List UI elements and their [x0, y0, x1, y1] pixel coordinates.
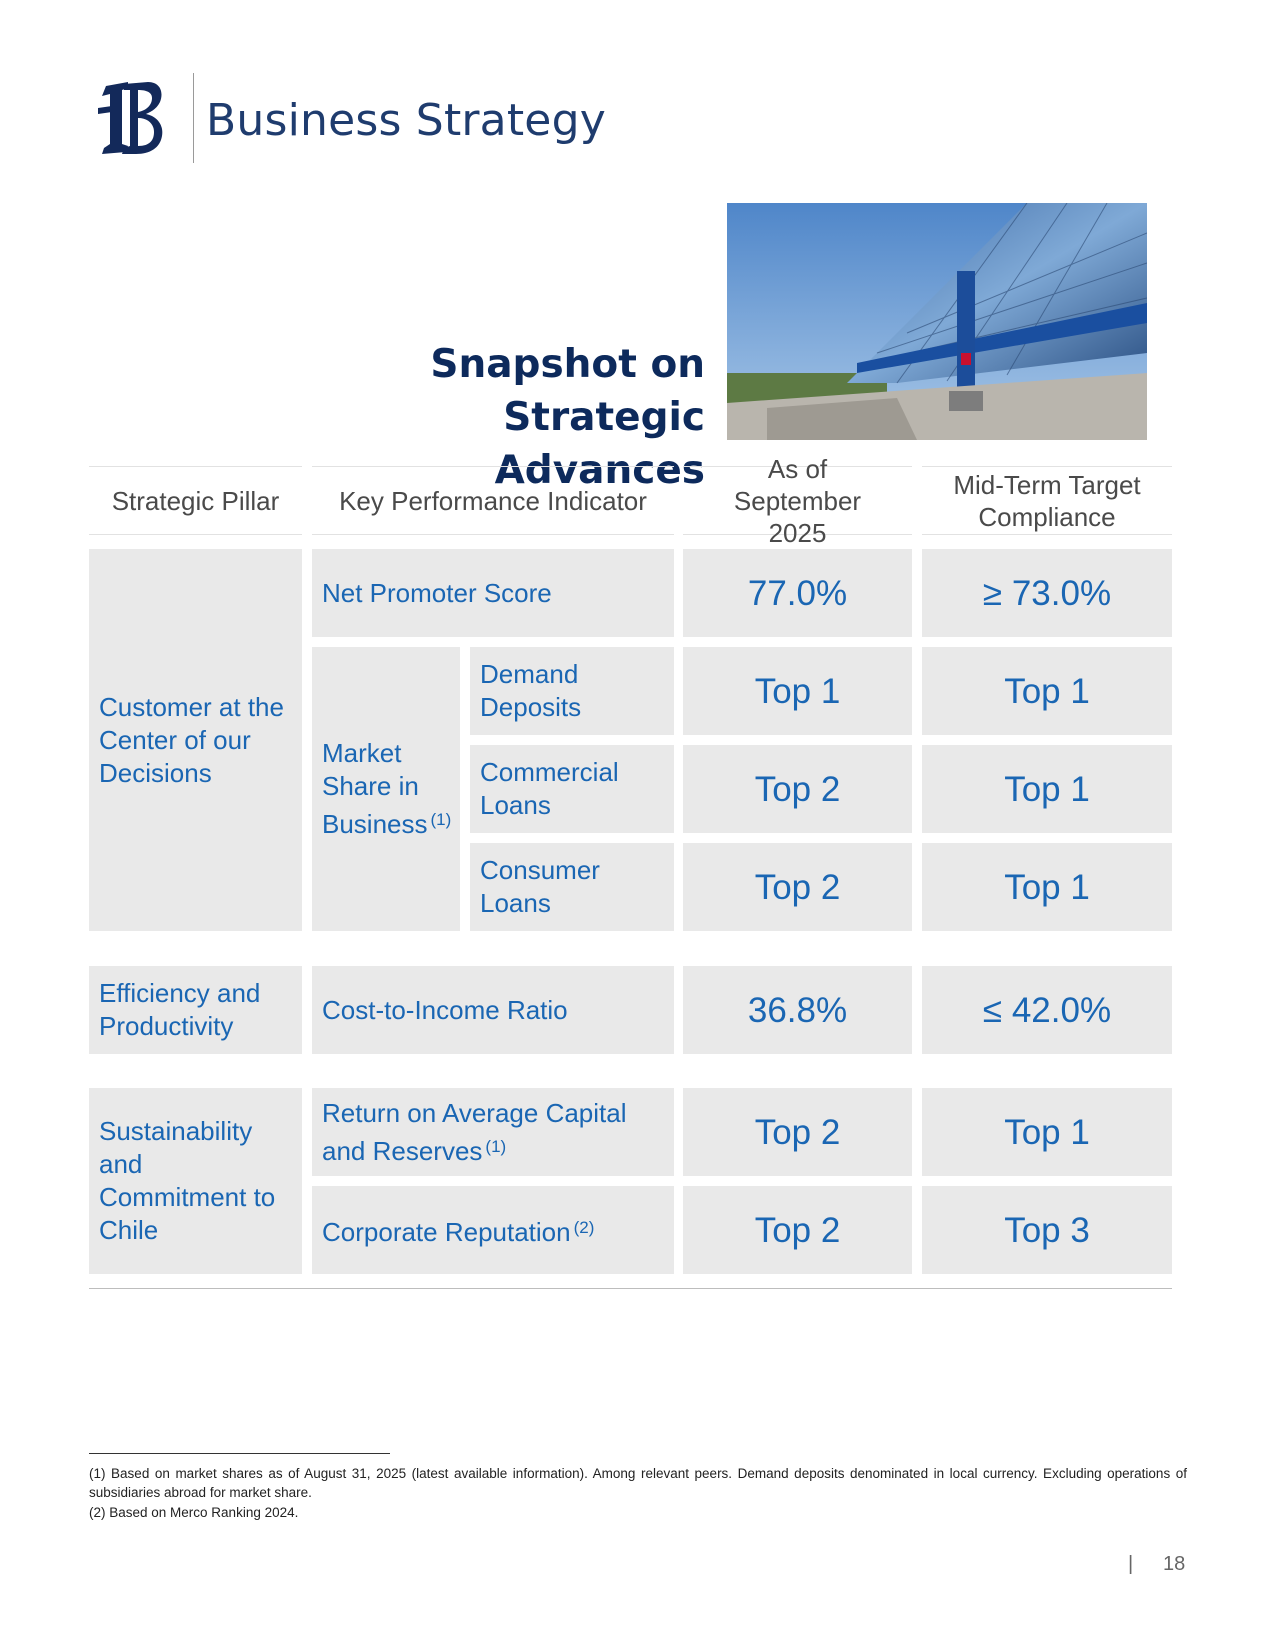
value-reputation-target: Top 3 [922, 1186, 1172, 1274]
value-commercial-current: Top 2 [683, 745, 912, 833]
kpi-net-promoter-score: Net Promoter Score [312, 549, 674, 637]
page-number: 18 [1163, 1553, 1186, 1575]
kpi-demand-deposits: Demand Deposits [470, 647, 674, 735]
kpi-corporate-reputation [312, 1186, 674, 1274]
value-nps-current: 77.0% [683, 549, 912, 637]
page-separator: | [1128, 1553, 1134, 1575]
section-title-line-2: Advances [494, 448, 705, 493]
value-nps-target: ≥ 73.0% [922, 549, 1172, 637]
table-bottom-rule [89, 1288, 1172, 1289]
value-roac-target: Top 1 [922, 1088, 1172, 1176]
header-mid-term-target: Mid-Term Target Compliance [922, 466, 1172, 535]
value-consumer-target: Top 1 [922, 843, 1172, 931]
market-share-label: Market Share in Business $^{(1)}$ [322, 738, 452, 839]
page-title: Business Strategy [206, 95, 606, 146]
footnote-2: (2) Based on Merco Ranking 2024. [89, 1505, 299, 1520]
footnote-1: (1) Based on market shares as of August 31, 2025 (latest available information). Among relevant peers. Demand deposits denominated in local currency. Excluding operations of subsidiaries abroad for market share. [89, 1466, 1187, 1500]
header-strategic-pillar: Strategic Pillar [89, 466, 302, 535]
reputation-label: Corporate Reputation $^{(2)}$ [322, 1217, 595, 1247]
kpi-cost-to-income: Cost-to-Income Ratio [312, 966, 674, 1054]
header-divider [193, 73, 194, 163]
kpi-market-share-group [312, 647, 460, 931]
value-demand-target: Top 1 [922, 647, 1172, 735]
value-reputation-current: Top 2 [683, 1186, 912, 1274]
value-commercial-target: Top 1 [922, 745, 1172, 833]
value-cir-target: ≤ 42.0% [922, 966, 1172, 1054]
kpi-commercial-loans: Commercial Loans [470, 745, 674, 833]
value-roac-current: Top 2 [683, 1088, 912, 1176]
kpi-consumer-loans: Consumer Loans [470, 843, 674, 931]
roac-footnote-ref: (1) [485, 1136, 507, 1156]
header-kpi: Key Performance Indicator [312, 466, 674, 535]
pillar-efficiency: Efficiency and Productivity [89, 966, 302, 1054]
market-share-footnote-ref: (1) [430, 810, 452, 829]
kpi-return-on-capital [312, 1088, 674, 1176]
footnote-rule [89, 1453, 390, 1454]
reputation-footnote-ref: (2) [573, 1218, 595, 1237]
banco-de-chile-logo [98, 78, 168, 158]
pillar-customer: Customer at the Center of our Decisions [89, 549, 302, 931]
value-cir-current: 36.8% [683, 966, 912, 1054]
value-demand-current: Top 1 [683, 647, 912, 735]
value-consumer-current: Top 2 [683, 843, 912, 931]
roac-label: Return on Average Capital and Reserves $^{(1)}$ [322, 1097, 627, 1166]
bank-building-photo [727, 203, 1147, 440]
header-as-of-september: As of September 2025 [683, 466, 912, 535]
section-title-line-1: Snapshot on Strategic [430, 342, 705, 440]
pillar-sustainability: Sustainability and Commitment to Chile [89, 1088, 302, 1274]
